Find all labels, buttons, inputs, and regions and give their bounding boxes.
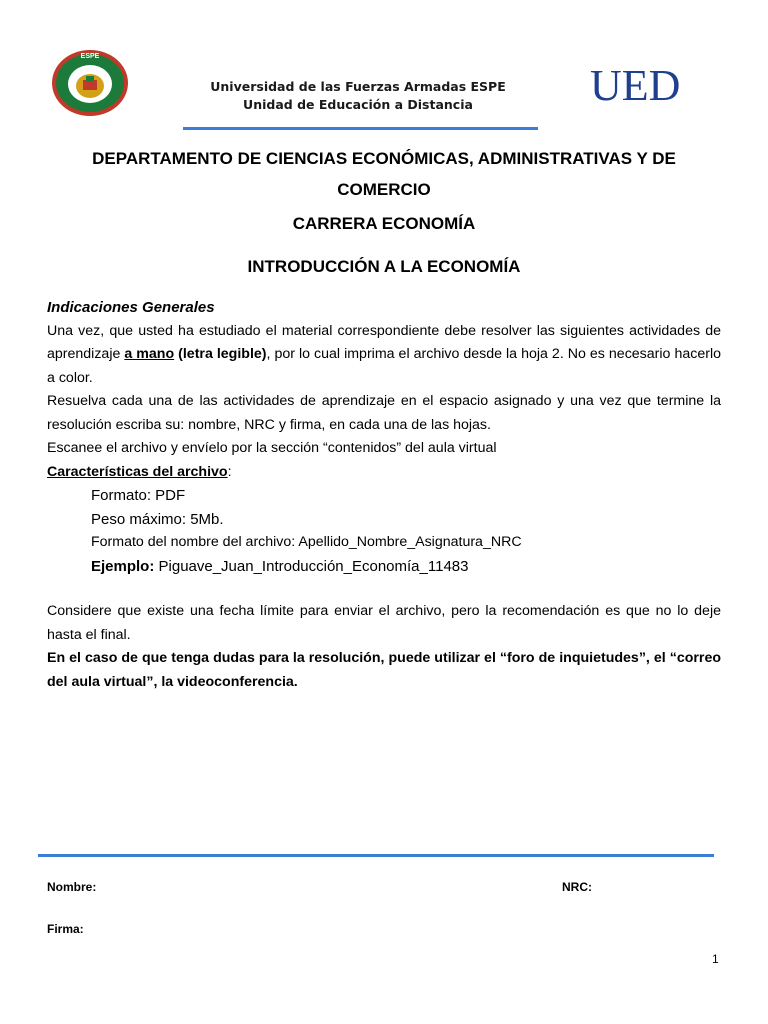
file-heading-text: Características del archivo [47,463,228,480]
p1-emphasis-legible: (letra legible) [174,346,267,362]
university-name: Universidad de las Fuerzas Armadas ESPE [210,79,506,94]
signature-label: Firma: [47,922,84,936]
instruction-paragraph-3: Escanee el archivo y envíelo por la sección “contenidos” del aula virtual [47,440,497,456]
p1-text-d: , por lo cual imprima el archivo desde la hoja 2. No es necesario hacerlo a color. [47,346,721,386]
instructions-heading: Indicaciones Generales [47,299,215,316]
instruction-paragraph-2: Resuelva cada una de las actividades de aprendizaje en el espacio asignado y una vez que termine la resolución escriba su: nombre, NRC y firma, en cada una de las hojas. [47,393,721,433]
deadline-note: Considere que existe una fecha límite para enviar el archivo, pero la recomendación es que no lo deje hasta el final. [47,603,721,643]
unit-name: Unidad de Educación a Distancia [243,97,473,112]
footer-divider [38,854,714,857]
ued-logo [586,56,681,110]
doubts-note: En el caso de que tenga dudas para la resolución, puede utilizar el “foro de inquietudes”, el “correo del aula virtual”, la videoconferencia. [47,650,721,690]
header-divider [183,127,538,130]
file-characteristics-heading [47,461,721,485]
file-name-format: Formato del nombre del archivo: Apellido_Nombre_Asignatura_NRC [91,534,522,550]
institution-header [180,78,536,114]
espe-logo-text: ESPE [80,53,100,60]
example-value: Piguave_Juan_Introducción_Economía_11483 [154,557,469,575]
p1-text-a: Una vez, que usted ha estudiado el material correspondiente debe resolver las siguientes actividades de aprendizaje [47,322,721,362]
file-heading-colon: : [227,463,232,480]
name-label: Nombre: [47,880,97,894]
page-number: 1 [712,952,719,966]
ued-logo-text: UED [590,61,681,110]
instructions-section [47,296,721,694]
example-label: Ejemplo: [91,557,155,575]
nrc-label: NRC: [562,880,592,894]
file-max-size: Peso máximo: 5Mb. [91,510,224,528]
course-title: INTRODUCCIÓN A LA ECONOMÍA [247,257,521,276]
p1-emphasis-hand: a mano [124,346,175,362]
espe-seal-logo [50,48,130,118]
file-example [47,555,721,579]
instruction-paragraph-1 [47,320,721,391]
career-title: CARRERA ECONOMÍA [292,214,476,233]
file-format: Formato: PDF [91,487,186,504]
department-title: DEPARTAMENTO DE CIENCIAS ECONÓMICAS, ADMINISTRATIVAS Y DE COMERCIO [92,149,676,199]
document-header [0,0,768,140]
